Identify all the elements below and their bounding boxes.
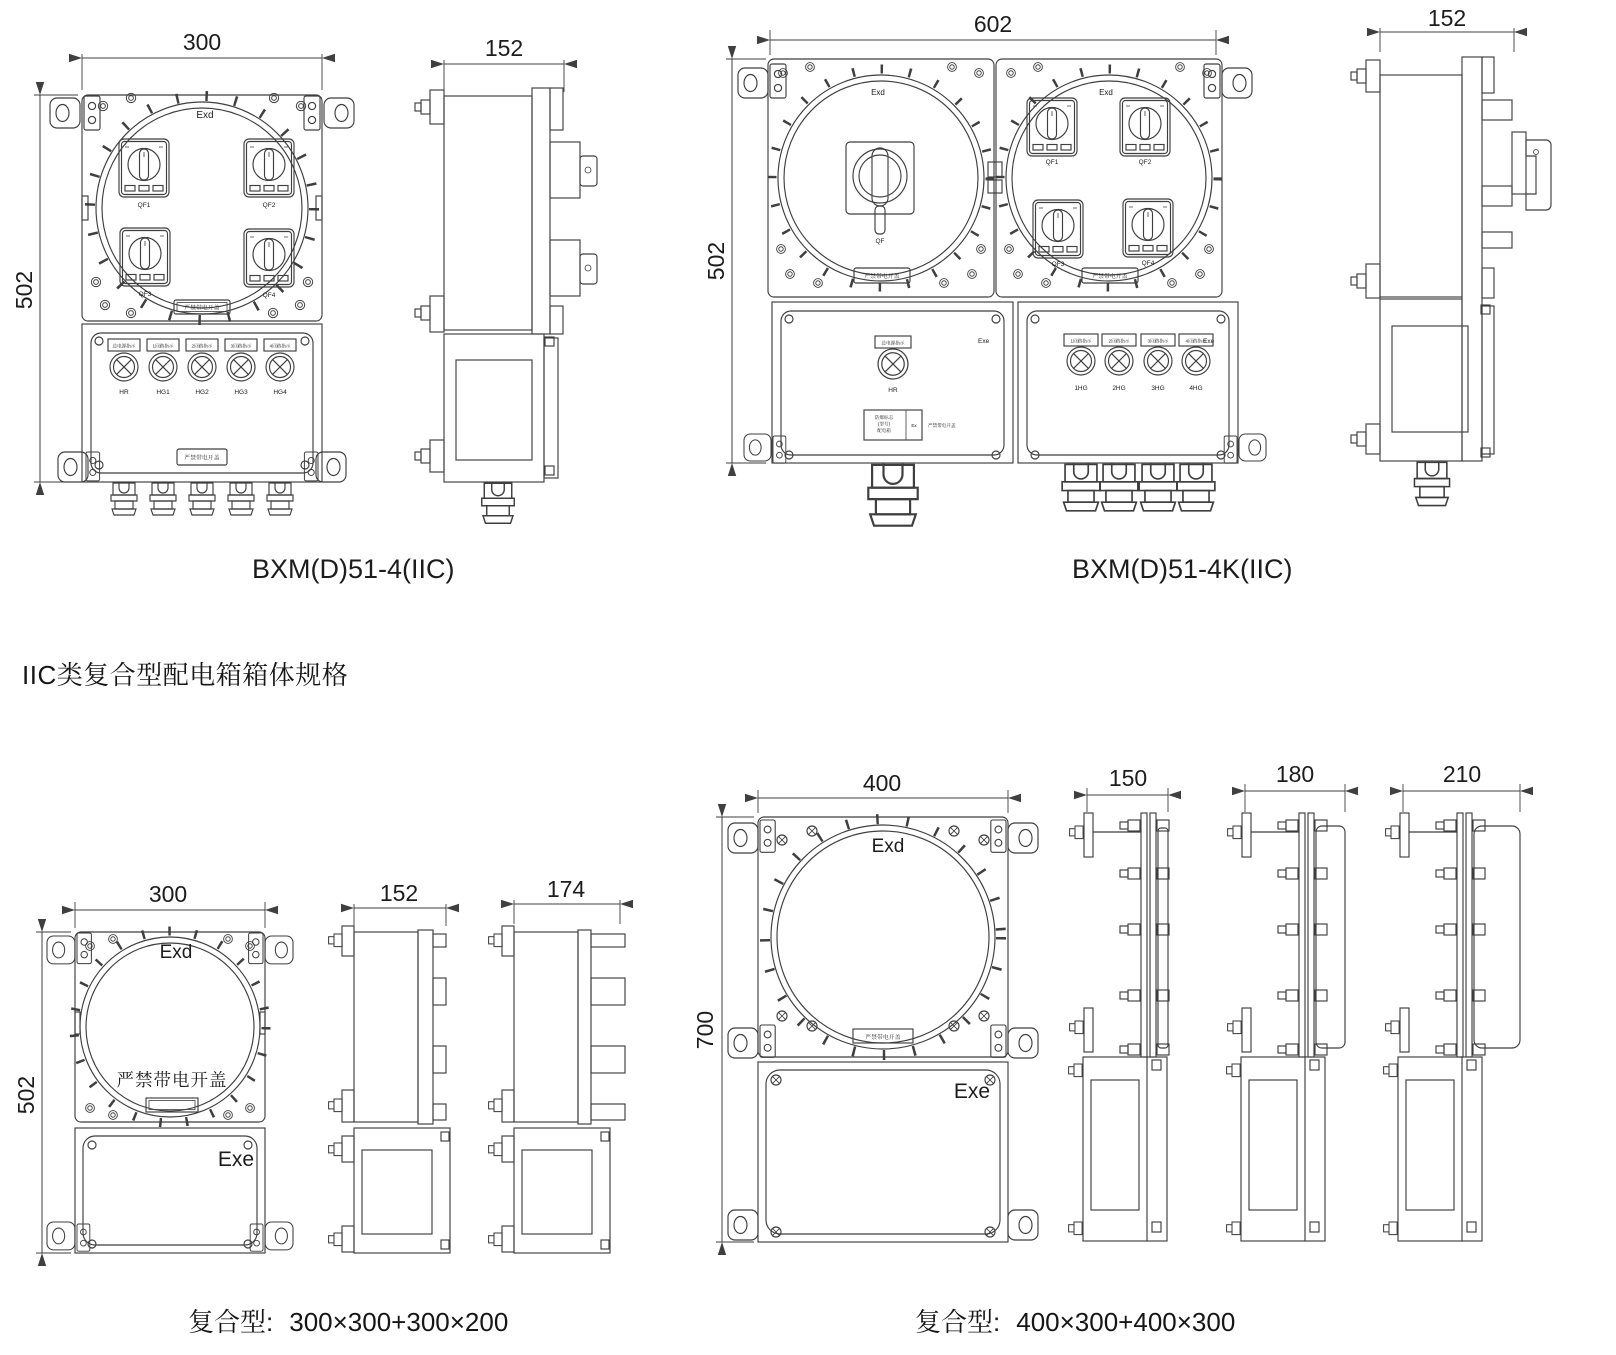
bxmd51-4k-side-view (1351, 5, 1551, 506)
warning-text: 严禁带电开盖 (116, 1070, 228, 1090)
indicator-tag: 4回路指示 (1185, 338, 1207, 344)
mounting-lug (50, 98, 80, 128)
rotary-switch-qf3 (120, 228, 170, 286)
mounting-lug (728, 1210, 758, 1240)
composite-400-side-180 (1227, 761, 1345, 1241)
mounting-lug (1008, 1028, 1038, 1058)
dim-text-152: 152 (484, 35, 524, 61)
bxmd51-4k-front-view (703, 11, 1266, 526)
exe-label: Exe (953, 1080, 991, 1103)
indicator-label: HR (119, 389, 129, 396)
composite-caption-right (915, 1302, 1235, 1339)
composite-caption-value: 400×300+400×300 (1016, 1307, 1236, 1337)
rotary-switch-qf1 (119, 139, 169, 197)
dim-text-502: 502 (11, 270, 37, 310)
dim-width-300 (75, 881, 265, 928)
switch-label: QF4 (262, 292, 276, 299)
mounting-lug (738, 68, 768, 98)
model-caption-bxmd51-4k: BXM(D)51-4K(IIC) (1072, 554, 1293, 584)
indicator-tag: 总电源指示 (112, 343, 136, 349)
section-heading: IIC类复合型配电箱箱体规格 (22, 660, 349, 690)
dim-text-210: 210 (1442, 761, 1482, 787)
cable-gland (1062, 464, 1100, 510)
dim-text-180: 180 (1275, 761, 1315, 787)
dim-depth-210 (1403, 761, 1520, 812)
exd-label: Exd (871, 88, 885, 97)
composite-400-front-view (692, 770, 1038, 1242)
mounting-lug (1008, 823, 1038, 853)
bxmd51-4-front-view (11, 29, 354, 515)
svg-text:(型号): (型号) (877, 421, 891, 427)
hinge-plate (991, 1025, 1006, 1057)
composite-300-side-152 (329, 880, 450, 1253)
indicator-label: HG3 (234, 389, 248, 396)
cable-gland (1139, 464, 1177, 510)
composite-caption-label: 复合型: (188, 1307, 274, 1337)
mounting-lug (47, 936, 75, 964)
switch-label: QF3 (1051, 261, 1065, 268)
composite-caption-left (188, 1302, 508, 1339)
rotary-switch-qf3 (1033, 200, 1083, 258)
mounting-lug (316, 452, 346, 482)
indicator-label: 2HG (1112, 385, 1126, 392)
dim-width-400 (758, 770, 1008, 813)
hinge-plate (760, 1025, 775, 1057)
model-caption-bxmd51-4: BXM(D)51-4(IIC) (252, 554, 455, 584)
cable-gland (1100, 464, 1138, 510)
switch-label: QF2 (262, 202, 276, 209)
dim-text-602: 602 (973, 11, 1013, 37)
indicator-tag: 3回路指示 (230, 343, 252, 349)
svg-text:严禁带电开盖: 严禁带电开盖 (865, 1035, 901, 1041)
indicator-label: 3HG (1151, 385, 1165, 392)
hinge-plate (773, 436, 786, 463)
dim-text-300: 300 (182, 29, 222, 55)
indicator-tag: 3回路指示 (1147, 338, 1169, 344)
dim-text-150: 150 (1108, 765, 1148, 791)
warning-plate-lower (177, 449, 227, 465)
composite-400-side-210 (1384, 761, 1520, 1241)
rotary-switch-qf2 (244, 139, 294, 197)
mounting-lug (728, 823, 758, 853)
indicator-lights (108, 339, 296, 396)
switch-label: QF1 (1045, 159, 1059, 166)
indicator-tag: 4回路指示 (269, 343, 291, 349)
mounting-lug (265, 1222, 293, 1250)
cable-gland (868, 465, 917, 526)
exe-label: Exe (1203, 338, 1215, 345)
indicator-label: 1HG (1074, 385, 1088, 392)
cable-gland (1414, 462, 1449, 505)
hinge-plate (1224, 436, 1237, 463)
exe-label: Exe (978, 338, 990, 345)
mounting-lug (324, 98, 354, 128)
svg-text:防爆标志: 防爆标志 (874, 415, 894, 420)
composite-caption-label: 复合型: (915, 1307, 1001, 1337)
nameplate-note: 严禁带电开盖 (928, 423, 956, 428)
svg-text:严禁带电开盖: 严禁带电开盖 (184, 305, 220, 312)
dim-width-300 (82, 29, 322, 90)
dim-text-152: 152 (379, 880, 419, 906)
composite-400-side-150 (1069, 765, 1169, 1241)
flange-bolts (1120, 820, 1169, 1055)
hinge-plate (760, 820, 775, 852)
dim-text-174: 174 (546, 876, 586, 902)
exd-label: Exd (196, 110, 214, 121)
exd-label: Exd (1099, 88, 1113, 97)
svg-text:配电箱: 配电箱 (877, 428, 891, 433)
svg-text:严禁带电开盖: 严禁带电开盖 (184, 455, 220, 462)
indicator-tag: 1回路指示 (152, 343, 174, 349)
dim-height-502 (11, 95, 78, 482)
indicator-label: HG2 (195, 389, 209, 396)
hr-indicator (875, 336, 911, 394)
dim-depth-174 (514, 876, 620, 924)
switch-label: QF (875, 238, 885, 245)
hinge-plate (991, 820, 1006, 852)
hinge-plate (304, 96, 320, 130)
flange-bolts (1278, 820, 1327, 1055)
mounting-lug (728, 1028, 758, 1058)
main-switch-qf (846, 142, 914, 245)
dim-depth-180 (1245, 761, 1345, 812)
cable-glands (111, 483, 293, 515)
dim-depth-152 (354, 880, 446, 926)
indicator-label: 4HG (1189, 385, 1203, 392)
dim-depth-150 (1087, 765, 1168, 812)
indicator-label: HG1 (156, 389, 170, 396)
bxmd51-4-side-view (415, 35, 597, 523)
dim-text-502: 502 (703, 241, 729, 281)
dim-depth-152 (444, 35, 564, 92)
indicator-tag: 2回路指示 (191, 343, 213, 349)
mounting-lug (744, 434, 771, 461)
mounting-lug (1222, 68, 1252, 98)
dim-height-502 (13, 932, 71, 1253)
mounting-lug (47, 1222, 75, 1250)
cable-gland (1177, 464, 1215, 510)
switch-label: QF4 (1141, 260, 1155, 267)
rotary-switch-qf4 (1123, 199, 1173, 257)
hinge-plate (84, 96, 100, 130)
composite-300-side-174 (489, 876, 625, 1253)
lid-bolts (777, 63, 1214, 288)
indicator-tag: 2回路指示 (1108, 338, 1130, 344)
dim-text-152: 152 (1427, 5, 1467, 31)
mounting-lug (1239, 434, 1266, 461)
dim-text-502: 502 (13, 1075, 39, 1115)
svg-text:严禁带电开盖: 严禁带电开盖 (864, 274, 900, 280)
switch-label: QF1 (137, 202, 151, 209)
dim-text-300: 300 (148, 881, 188, 907)
dim-width-602 (770, 11, 1216, 55)
indicator-lights (1064, 334, 1213, 392)
exd-label: Exd (159, 942, 193, 963)
indicator-label: HG4 (273, 389, 287, 396)
mounting-lug (1008, 1210, 1038, 1240)
nameplate (864, 410, 956, 440)
rotary-switch-qf2 (1120, 98, 1170, 156)
svg-text:Ex: Ex (911, 423, 917, 428)
composite-300-front-view (13, 881, 293, 1253)
indicator-tag: 1回路指示 (1070, 338, 1092, 344)
switch-label: QF2 (1138, 159, 1152, 166)
dim-text-700: 700 (692, 1010, 718, 1050)
dim-height-502 (703, 59, 766, 463)
exe-label: Exe (217, 1148, 255, 1171)
indicator-label: HR (888, 387, 898, 394)
dim-text-400: 400 (862, 770, 902, 796)
switch-label: QF3 (138, 291, 152, 298)
indicator-tag: 总电源指示 (881, 340, 905, 346)
svg-text:严禁带电开盖: 严禁带电开盖 (1092, 274, 1128, 280)
cable-gland (482, 483, 515, 523)
dim-depth-152 (1380, 5, 1514, 52)
exd-label: Exd (871, 836, 905, 857)
rotary-switch-qf4 (244, 229, 294, 287)
mounting-lug (58, 452, 88, 482)
composite-caption-value: 300×300+300×200 (289, 1307, 509, 1337)
warning-plate (174, 300, 230, 314)
mounting-lug (265, 936, 293, 964)
dim-height-700 (692, 817, 754, 1242)
flange-bolts (1436, 820, 1485, 1055)
